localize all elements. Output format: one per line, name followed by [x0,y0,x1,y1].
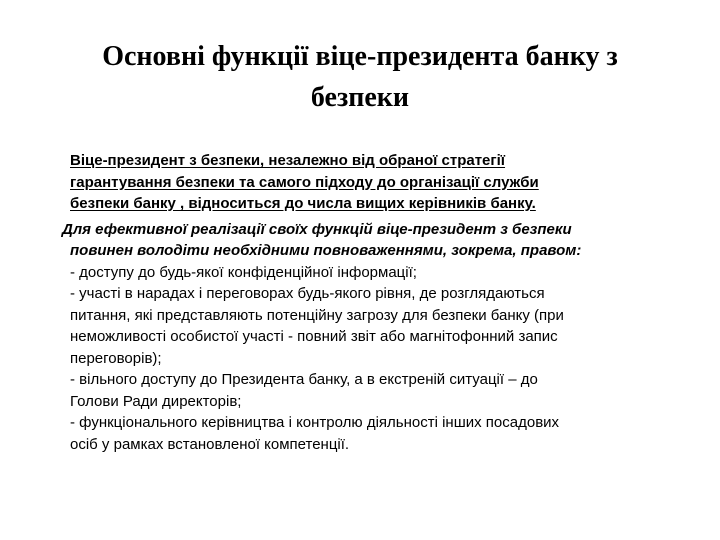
intro-paragraph [62,150,702,215]
title-line-2: безпеки [310,82,410,113]
title-line-1: Основні функції віце-президента банку з [102,41,618,72]
list-item: неможливості особистої участі - повний звіт або магнітофонний запис [70,328,558,345]
list-item: - функціонального керівництва і контролю діяльності інших посадових [70,414,560,431]
slide-body [62,150,702,455]
list-item: - участі в нарадах і переговорах будь-якого рівня, де розглядаються [70,285,545,302]
intro-line: гарантування безпеки та самого підходу до організації служби [70,173,539,191]
list-item: осіб у рамках встановленої компетенції. [70,435,350,453]
intro-line: Віце-президент з безпеки, незалежно від обраної стратегії [70,152,506,169]
powers-list [62,262,702,456]
list-item: - доступу до будь-якої конфіденційної інформації; [70,263,417,281]
list-item: Голови Ради директорів; [70,392,242,410]
list-item: питання, які представляють потенційну загрозу для безпеки банку (при [70,306,564,324]
list-item: - вільного доступу до Президента банку, а в екстреній ситуації – до [70,371,538,388]
intro-line: безпеки банку , відноситься до числа вищих керівників банку. [70,195,536,212]
slide-title [30,36,690,118]
lead-line: Для ефективної реалізації своїх функцій віце-президент з безпеки [62,220,572,238]
powers-lead-paragraph [62,219,702,262]
lead-line: повинен володіти необхідними повноваженнями, зокрема, правом: [70,242,582,259]
list-item: переговорів); [70,349,162,367]
